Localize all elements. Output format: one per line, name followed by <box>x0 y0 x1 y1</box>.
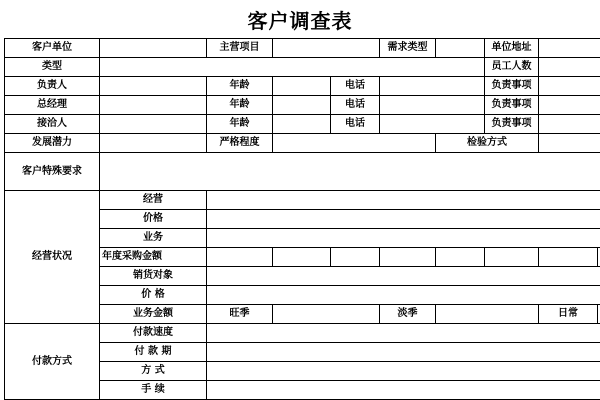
survey-table <box>4 38 600 400</box>
type-label: 类型 <box>5 58 100 77</box>
phone-cell[interactable] <box>380 115 485 134</box>
business-label: 经营 <box>100 191 207 210</box>
staff-count-label: 员工人数 <box>485 58 539 77</box>
peak-cell[interactable] <box>273 305 380 324</box>
strictness-cell[interactable] <box>273 134 436 153</box>
duty-cell[interactable] <box>539 115 600 134</box>
contact-name-cell[interactable] <box>100 77 207 96</box>
payment-procedure-cell[interactable] <box>207 381 600 400</box>
contact-role-label: 负责人 <box>5 77 100 96</box>
daily-label: 日常 <box>539 305 598 324</box>
demand-type-cell[interactable] <box>436 39 485 58</box>
contact-role-label: 总经理 <box>5 96 100 115</box>
staff-count-cell[interactable] <box>539 58 600 77</box>
page-title: 客户调查表 <box>247 8 353 33</box>
special-requirements-cell[interactable] <box>100 153 600 191</box>
inspection-label: 检验方式 <box>436 134 539 153</box>
age-label: 年龄 <box>207 115 273 134</box>
table-row <box>5 39 600 58</box>
duty-label: 负责事项 <box>485 115 539 134</box>
price-label: 价格 <box>100 210 207 229</box>
payment-period-label: 付 款 期 <box>100 343 207 362</box>
phone-label: 电话 <box>331 96 380 115</box>
annual-purchase-cell[interactable] <box>331 248 380 267</box>
table-row <box>5 96 600 115</box>
annual-purchase-cell[interactable] <box>485 248 539 267</box>
contact-role-label: 接洽人 <box>5 115 100 134</box>
survey-table-container <box>4 38 600 400</box>
age-cell[interactable] <box>273 77 331 96</box>
potential-cell[interactable] <box>100 134 207 153</box>
payment-method-label: 方 式 <box>100 362 207 381</box>
age-cell[interactable] <box>273 115 331 134</box>
main-business-cell[interactable] <box>273 39 380 58</box>
payment-method-cell[interactable] <box>207 362 600 381</box>
table-row <box>5 115 600 134</box>
table-row <box>5 77 600 96</box>
payment-period-cell[interactable] <box>207 343 600 362</box>
price2-cell[interactable] <box>207 286 600 305</box>
potential-label: 发展潜力 <box>5 134 100 153</box>
annual-purchase-cell[interactable] <box>436 248 485 267</box>
type-cell[interactable] <box>100 58 485 77</box>
price2-label: 价 格 <box>100 286 207 305</box>
annual-purchase-label: 年度采购金额 <box>100 248 207 267</box>
price-cell[interactable] <box>207 210 600 229</box>
duty-cell[interactable] <box>539 77 600 96</box>
service-cell[interactable] <box>207 229 600 248</box>
business-amount-label: 业务金额 <box>100 305 207 324</box>
payment-procedure-label: 手 续 <box>100 381 207 400</box>
duty-label: 负责事项 <box>485 77 539 96</box>
payment-speed-cell[interactable] <box>207 324 600 343</box>
sales-target-cell[interactable] <box>207 267 600 286</box>
operations-section-label: 经营状况 <box>5 191 100 324</box>
customer-unit-cell[interactable] <box>100 39 207 58</box>
peak-label: 旺季 <box>207 305 273 324</box>
annual-purchase-cell[interactable] <box>380 248 436 267</box>
table-row <box>5 58 600 77</box>
off-peak-cell[interactable] <box>436 305 539 324</box>
service-label: 业务 <box>100 229 207 248</box>
payment-speed-label: 付款速度 <box>100 324 207 343</box>
annual-purchase-cell[interactable] <box>207 248 273 267</box>
annual-purchase-cell[interactable] <box>539 248 598 267</box>
table-row <box>5 191 600 210</box>
special-requirements-label: 客户特殊要求 <box>5 153 100 191</box>
main-business-label: 主营项目 <box>207 39 273 58</box>
payment-section-label: 付款方式 <box>5 324 100 400</box>
sales-target-label: 销货对象 <box>100 267 207 286</box>
phone-label: 电话 <box>331 77 380 96</box>
inspection-cell[interactable] <box>539 134 600 153</box>
contact-name-cell[interactable] <box>100 96 207 115</box>
duty-label: 负责事项 <box>485 96 539 115</box>
customer-unit-label: 客户单位 <box>5 39 100 58</box>
unit-address-cell[interactable] <box>539 39 600 58</box>
phone-cell[interactable] <box>380 96 485 115</box>
annual-purchase-cell[interactable] <box>273 248 331 267</box>
off-peak-label: 淡季 <box>380 305 436 324</box>
age-label: 年龄 <box>207 96 273 115</box>
table-row <box>5 324 600 343</box>
age-cell[interactable] <box>273 96 331 115</box>
demand-type-label: 需求类型 <box>380 39 436 58</box>
strictness-label: 严格程度 <box>207 134 273 153</box>
table-row <box>5 153 600 191</box>
table-row <box>5 134 600 153</box>
unit-address-label: 单位地址 <box>485 39 539 58</box>
contact-name-cell[interactable] <box>100 115 207 134</box>
business-cell[interactable] <box>207 191 600 210</box>
phone-label: 电话 <box>331 115 380 134</box>
age-label: 年龄 <box>207 77 273 96</box>
duty-cell[interactable] <box>539 96 600 115</box>
phone-cell[interactable] <box>380 77 485 96</box>
